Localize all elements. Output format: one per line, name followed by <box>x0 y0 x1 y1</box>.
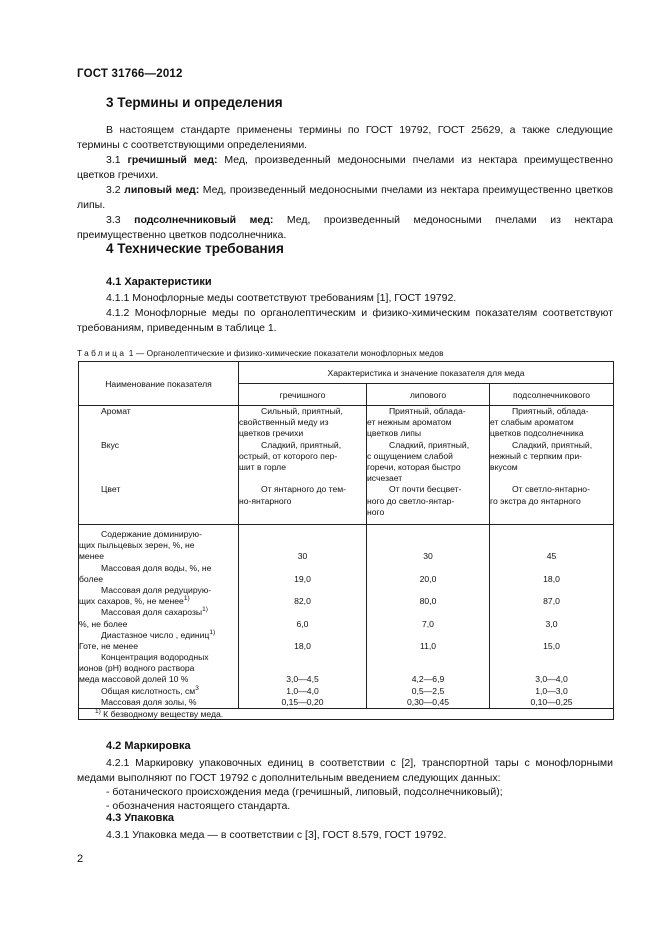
indicator-line: Массовая доля сахарозы$^{1)}$ <box>101 606 208 618</box>
paragraph-4-1-1: 4.1.1 Монофлорные меды соответствуют требованиям [1], ГОСТ 19792. <box>106 292 457 304</box>
value-cell: 18,0 <box>543 573 560 584</box>
value-cell: 45 <box>546 551 557 562</box>
value-cell: 7,0 <box>422 618 434 629</box>
indicator-line: щих пыльцевых зерен, %, не <box>79 540 195 551</box>
footnote-mark: 1) <box>202 606 208 614</box>
section-3-title: 3 Термины и определения <box>106 95 283 110</box>
term-3-1: 3.1 гречишный мед: Мед, произведенный медоносными пчелами из нектара преимущественно цветков гречихи. <box>77 154 613 181</box>
footnote-mark: 1) <box>209 628 216 636</box>
value-cell: 30 <box>423 551 433 562</box>
value-cell: 87,0 <box>543 596 560 607</box>
section-4-3-title: 4.3 Упаковка <box>106 812 174 824</box>
indicator-taste: Вкус <box>101 439 120 450</box>
footnote-mark: 3 <box>195 684 199 692</box>
value-cell: 1,0—4,0 <box>286 685 319 696</box>
value-cell: 82,0 <box>294 596 311 607</box>
table-1 <box>78 361 614 720</box>
header-column-group: Характеристика и значение показателя для меда <box>239 362 614 384</box>
indicator-line: Концентрация водородных <box>101 652 209 663</box>
value-cell: 6,0 <box>296 618 309 629</box>
value-cell: 3,0—4,5 <box>286 674 319 685</box>
document-code: ГОСТ 31766—2012 <box>77 68 183 80</box>
indicator-line: Диастазное число , единиц$^{1)}$ <box>101 628 216 640</box>
value-cell: 30 <box>297 551 308 562</box>
value-cell: 20,0 <box>419 573 437 584</box>
indicator-line: Общая кислотность, $см^3$ <box>101 684 199 696</box>
table-caption: Таблица 1 — Органолептические и физико-химические показатели монофлорных медов <box>77 348 444 358</box>
indicator-color: Цвет <box>101 484 121 495</box>
value-cell: 4,2—6,9 <box>411 674 445 685</box>
bullet-1: - ботанического происхождения меда (гречишный, липовый, подсолнечниковый); <box>106 786 503 798</box>
indicator-line: ионов (рН) водного раствора <box>79 663 195 674</box>
value-cell: 19,0 <box>294 573 311 584</box>
indicator-line: Массовая доля золы, % <box>101 696 197 707</box>
indicator-line: менее <box>79 551 104 562</box>
footnote-mark: 1) <box>183 595 190 603</box>
physicochemical-buckwheat <box>239 525 367 709</box>
indicator-line: щих сахаров, %, не менее$^{1)}$ <box>79 595 190 607</box>
physicochemical-linden <box>367 525 490 709</box>
indicator-line: меда массовой долей 10 % <box>79 674 189 685</box>
section-4-1-title: 4.1 Характеристики <box>106 276 212 288</box>
header-buckwheat: гречишного <box>239 384 367 406</box>
value-cell: 15,0 <box>543 640 560 651</box>
indicator-line: Содержание доминирую- <box>101 529 202 539</box>
indicator-line: Массовая доля воды, %, не <box>101 562 212 573</box>
indicator-line: Массовая доля редуцирую- <box>101 584 212 595</box>
indicator-line: более <box>79 573 104 584</box>
organoleptic-buckwheat: Сильный, приятный, свойственный меду из цветков гречихи Сладкий, приятный, острый, от которого пер- шит в горле От янтарного до тем- но-янтарного <box>239 406 367 525</box>
term-3-3: 3.3 подсолнечниковый мед: Мед, произведенный медоносными пчелами из нектара преимущественно цветков подсолнечника. <box>77 214 614 241</box>
section-4-2-title: 4.2 Маркировка <box>106 740 191 752</box>
organoleptic-sunflower: Приятный, облада- ет слабым ароматом цветков подсолнечника Сладкий, приятный, нежный с терпким при- вкусом От светло-янтарно- го экстра до янтарного <box>490 406 614 525</box>
header-linden: липового <box>367 384 490 406</box>
indicator-line: Готе, не менее <box>79 640 138 651</box>
value-cell: 0,5—2,5 <box>411 685 445 696</box>
paragraph-4-3-1: 4.3.1 Упаковка меда — в соответствии с [3], ГОСТ 8.579, ГОСТ 19792. <box>106 829 447 841</box>
indicator-line: %, не более <box>79 618 128 629</box>
table-footnote: $^{1)}$ К безводному веществу меда. <box>79 709 614 720</box>
section-3-intro: В настоящем стандарте применены термины по ГОСТ 19792, ГОСТ 25629, а также следующие термины с соответствующими определениями. <box>77 124 613 151</box>
physicochemical-names <box>79 525 239 709</box>
bullet-2: - обозначения настоящего стандарта. <box>106 800 291 812</box>
organoleptic-linden: Приятный, облада- ет нежным ароматом цветков липы Сладкий, приятный, с ощущением слабой горечи, которая быстро исчезает От почти бесцвет- ного до светло-янтар- ного <box>367 406 490 525</box>
term-3-2: 3.2 липовый мед: Мед, произведенный медоносными пчелами из нектара преимущественно цветков липы. <box>77 184 614 211</box>
paragraph-4-2-1: 4.2.1 Маркировку упаковочных единиц в соответствии с [2], транспортной тары с монофлорными медами выполняют по ГОСТ 19792 с дополнительным введением следующих данных: <box>77 757 613 784</box>
value-cell: 3,0—4,0 <box>535 674 568 685</box>
value-cell: 0,15—0,20 <box>281 696 324 707</box>
header-sunflower: подсолнечникового <box>490 384 614 406</box>
page-number: 2 <box>77 853 84 865</box>
physicochemical-sunflower <box>490 525 614 709</box>
paragraph-4-1-2: 4.1.2 Монофлорные меды по органолептическим и физико-химическим показателям соответствуют требованиям, приведенным в таблице 1. <box>77 307 613 334</box>
organoleptic-names <box>79 406 239 525</box>
value-cell: 3,0 <box>545 618 558 629</box>
value-cell: 0,10—0,25 <box>530 696 573 707</box>
value-cell: 80,0 <box>419 596 437 607</box>
value-cell: 0,30—0,45 <box>406 696 450 707</box>
section-4-title: 4 Технические требования <box>106 241 284 256</box>
value-cell: 18,0 <box>294 640 311 651</box>
header-indicator-name: Наименование показателя <box>79 362 239 406</box>
value-cell: 11,0 <box>419 640 437 651</box>
value-cell: 1,0—3,0 <box>535 685 568 696</box>
indicator-aroma: Аромат <box>101 406 131 416</box>
